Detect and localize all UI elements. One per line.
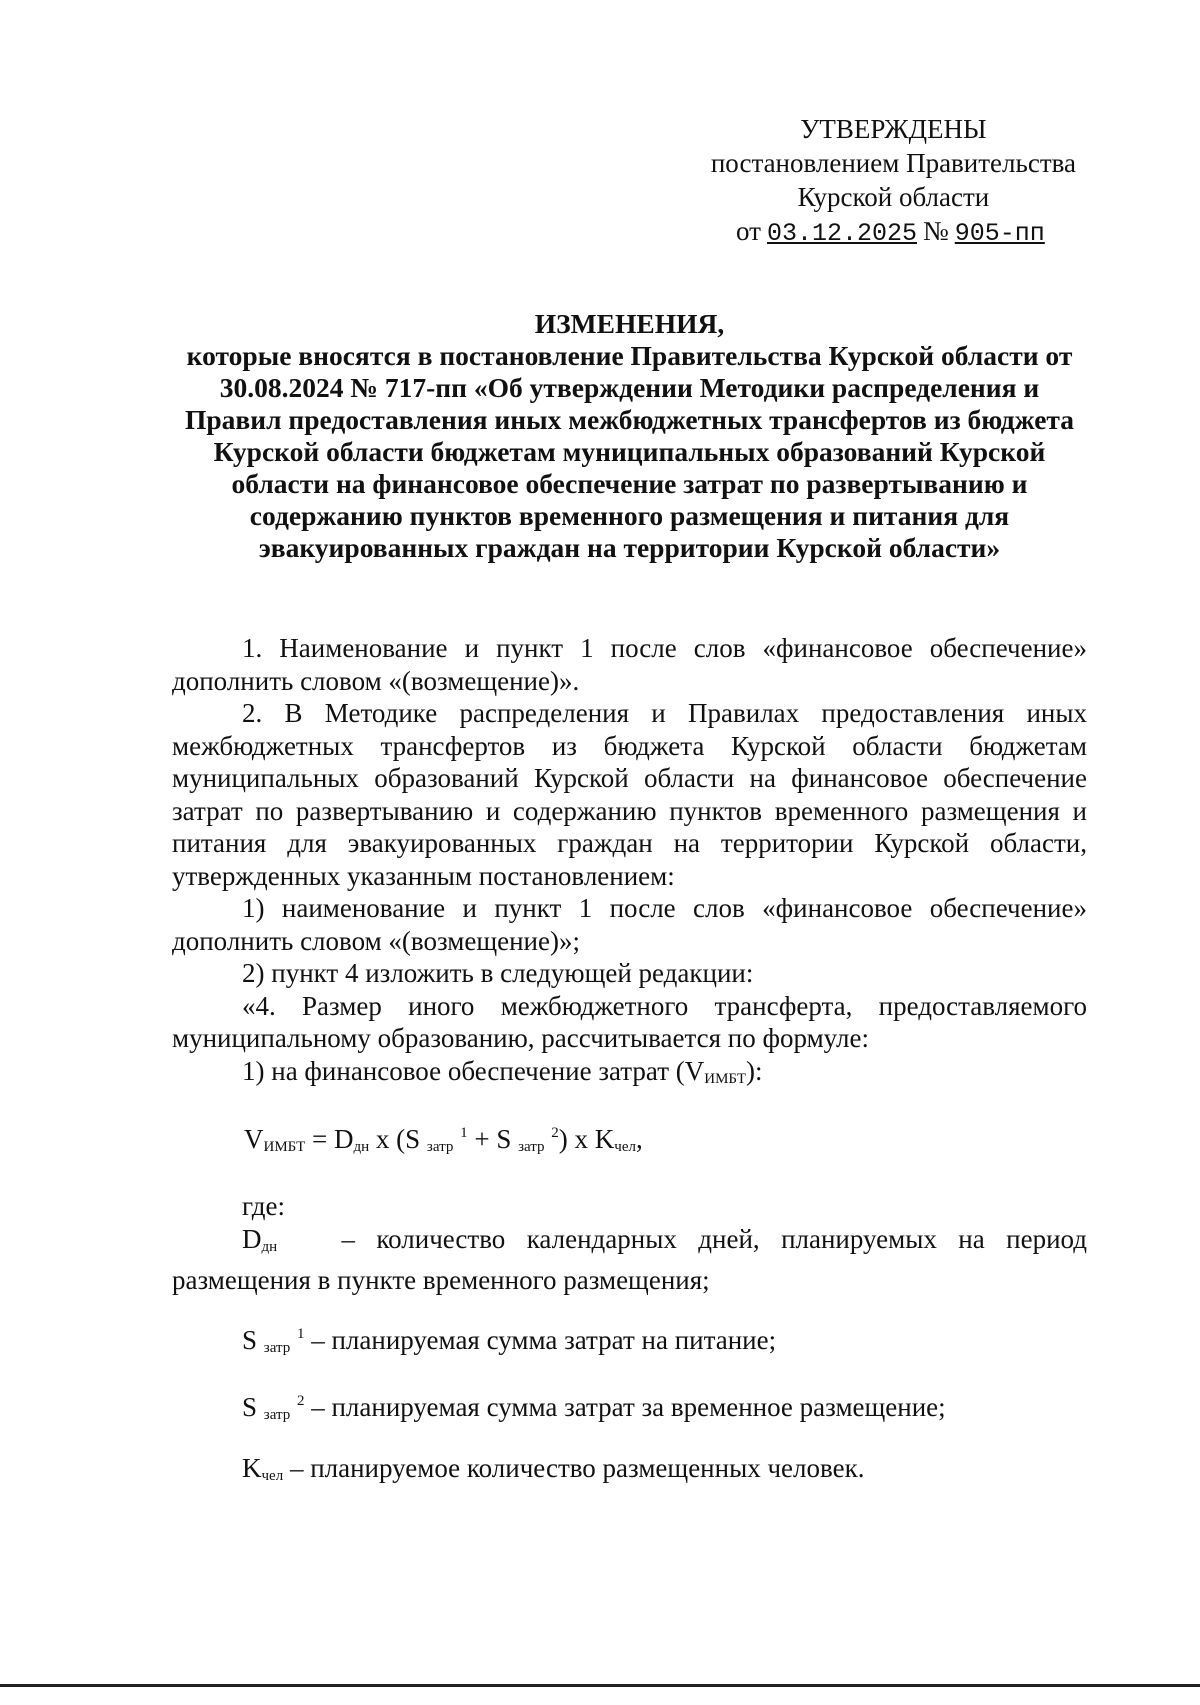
approval-date-line [711, 214, 1076, 251]
document-body [172, 632, 1087, 1095]
document-title [172, 308, 1087, 564]
title-heading: ИЗМЕНЕНИЯ, [534, 308, 725, 339]
scan-edge-line [0, 1684, 1200, 1687]
approval-date: 03.12.2025 [766, 219, 918, 248]
definition-k: $K_{чел}$ – планируемое количество размещенных человек. [242, 1453, 865, 1484]
definition-d: $D_{дн}$ – количество календарных дней, планируемых на период размещения в пункте временного размещения; [172, 1224, 1087, 1295]
approval-number: 905-пп [954, 219, 1045, 248]
approval-line-2: Курской области [797, 182, 990, 212]
definition-s1: S $_{затр}$ $^1$ – планируемая сумма затрат на питание; [242, 1325, 777, 1356]
paragraph-6: 1) на финансовое обеспечение затрат $(V_{ИМБТ})$: [242, 1055, 763, 1087]
paragraph-2: 2. В Методике распределения и Правилах предоставления иных межбюджетных трансфертов из бюджета Курской области бюджетам муниципальных образований Курской области на финансовое обеспечение затрат по развертыванию и содержанию пунктов временного размещения и питания для эвакуированных граждан на территории Курской области, утвержденных указанным постановлением: [172, 698, 1087, 891]
formula: $V_{ИМБТ} = D_{дн}$ x (S $_{затр}$ $^1$ + S $_{затр}$ $^2$) x $K_{чел}$, [244, 1124, 643, 1155]
definition-s2: S $_{затр}$ $^2$ – планируемая сумма затрат за временное размещение; [242, 1392, 946, 1423]
paragraph-1: 1. Наименование и пункт 1 после слов «финансовое обеспечение» дополнить словом «(возмещение)». [172, 633, 1087, 696]
paragraph-3: 1) наименование и пункт 1 после слов «финансовое обеспечение» дополнить словом «(возмещение)»; [172, 893, 1087, 956]
date-prefix: от [736, 216, 761, 246]
approval-stamp [711, 112, 1076, 251]
title-text: которые вносятся в постановление Правительства Курской области от 30.08.2024 № 717-пп «Об утверждении Методики распределения и Правил предоставления иных межбюджетных трансфертов из бюджета Курской области бюджетам муниципальных образований Курской области на финансовое обеспечение затрат по развертыванию и содержанию пунктов временного размещения и питания для эвакуированных граждан на территории Курской области» [184, 340, 1074, 563]
definitions-where [172, 1190, 1087, 1297]
paragraph-4: 2) пункт 4 изложить в следующей редакции: [242, 958, 754, 988]
number-prefix: № [923, 216, 949, 246]
paragraph-5: «4. Размер иного межбюджетного трансферта, предоставляемого муниципальному образованию, рассчитывается по формуле: [172, 990, 1087, 1053]
approval-line-1: постановлением Правительства [710, 148, 1076, 178]
where-label: где: [242, 1191, 285, 1221]
approval-heading: УТВЕРЖДЕНЫ [800, 114, 987, 144]
